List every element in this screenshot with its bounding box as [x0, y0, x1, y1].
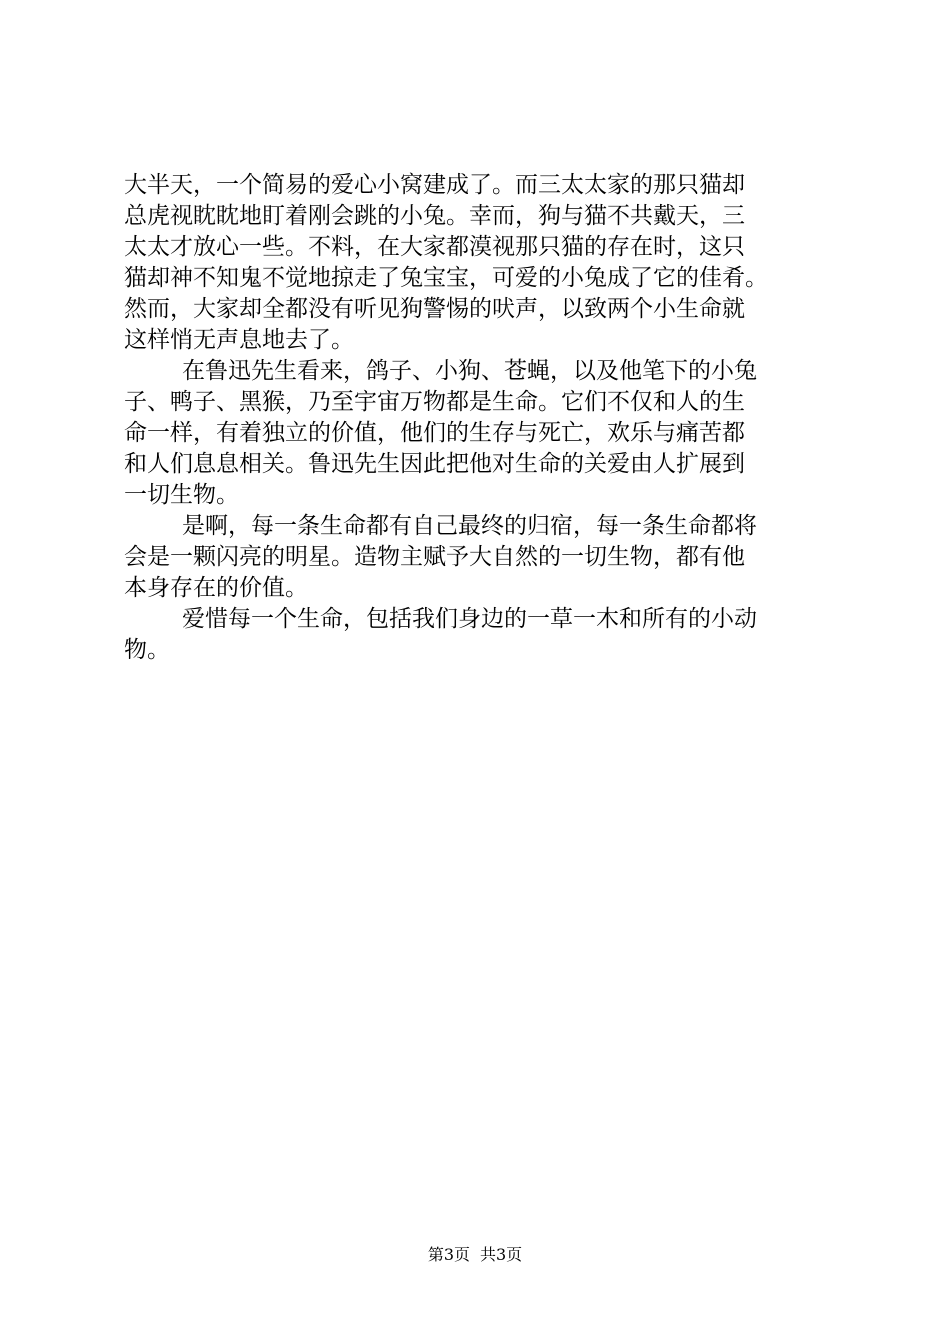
page-footer: [0, 1245, 950, 1265]
text-line: 猫却神不知鬼不觉地掠走了兔宝宝，可爱的小兔成了它的佳肴。: [124, 265, 768, 291]
text-line: 子、鸭子、黑猴，乃至宇宙万物都是生命。它们不仅和人的生: [124, 389, 745, 415]
text-line: 物。: [124, 637, 170, 663]
text-line: 命一样，有着独立的价值，他们的生存与死亡，欢乐与痛苦都: [124, 420, 745, 446]
text-line: 这样悄无声息地去了。: [124, 327, 354, 353]
page-number-current: 第3页: [427, 1245, 470, 1264]
text-line: 会是一颗闪亮的明星。造物主赋予大自然的一切生物，都有他: [124, 544, 745, 570]
page-number-total: 共3页: [480, 1245, 523, 1264]
paragraph-start-line: 在鲁迅先生看来，鸽子、小狗、苍蝇，以及他笔下的小兔: [182, 358, 757, 384]
text-line: 总虎视眈眈地盯着刚会跳的小兔。幸而，狗与猫不共戴天，三: [124, 203, 745, 229]
text-line: 大半天，一个简易的爱心小窝建成了。而三太太家的那只猫却: [124, 172, 745, 198]
text-line: 本身存在的价值。: [124, 575, 308, 601]
text-line: 一切生物。: [124, 482, 239, 508]
document-body: [124, 170, 844, 666]
paragraph-start-line: 是啊，每一条生命都有自己最终的归宿，每一条生命都将: [182, 513, 757, 539]
text-line: 然而，大家却全都没有听见狗警惕的吠声，以致两个小生命就: [124, 296, 745, 322]
text-line: 太太才放心一些。不料，在大家都漠视那只猫的存在时，这只: [124, 234, 745, 260]
paragraph-start-line: 爱惜每一个生命，包括我们身边的一草一木和所有的小动: [182, 606, 757, 632]
text-line: 和人们息息相关。鲁迅先生因此把他对生命的关爱由人扩展到: [124, 451, 745, 477]
